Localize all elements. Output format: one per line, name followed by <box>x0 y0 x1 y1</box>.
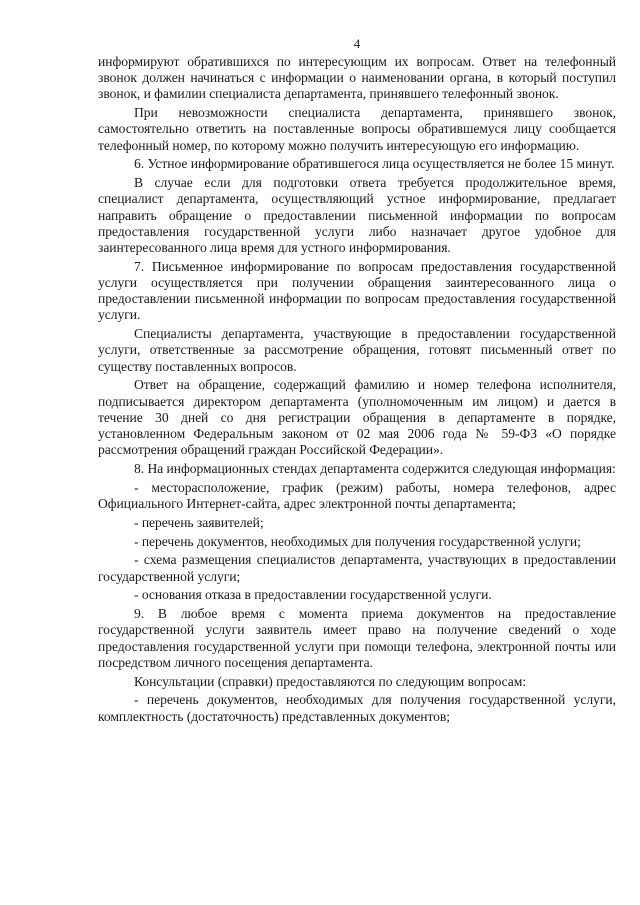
list-item-applicants: - перечень заявителей; <box>134 514 264 530</box>
list-item-scheme: - схема размещения специалистов департамента, участвующих в предоставлении государственной услуги; <box>98 552 616 584</box>
paragraph-phone-answer: информируют обратившихся по интересующим их вопросам. Ответ на телефонный звонок должен начинаться с информации о наименовании органа, в который поступил звонок, и фамилии специалиста департамента, принявшего телефонный звонок. <box>98 54 616 102</box>
document-page <box>98 36 616 727</box>
list-item-documents: - перечень документов, необходимых для получения государственной услуги; <box>134 533 581 549</box>
paragraph-answer-signing: Ответ на обращение, содержащий фамилию и номер телефона исполнителя, подписывается директором департамента (уполномоченным им лицом) и дается в течение 30 дней со дня регистрации обращения в департаменте в порядке, установленном Федеральным законом от 02 мая 2006 года № 59-ФЗ «О порядке рассмотрения обращений граждан Российской Федерации». <box>98 377 616 458</box>
paragraph-item-9: 9. В любое время с момента приема документов на предоставление государственной услуги заявитель имеет право на получение сведений о ходе предоставления государственной услуги при помощи телефона, электронной почты или посредством личного посещения департамента. <box>98 606 616 670</box>
list-item-consult-documents: - перечень документов, необходимых для получения государственной услуги, комплектность (достаточность) представленных документов; <box>98 692 616 724</box>
page-number: 4 <box>353 36 361 51</box>
paragraph-long-answer: В случае если для подготовки ответа требуется продолжительное время, специалист департамента, осуществляющий устное информирование, предлагает направить обращение о предоставлении письменной информации по вопросам предоставления государственной услуги либо назначает другое удобное для заинтересованного лица время для устного информирования. <box>98 175 616 256</box>
paragraph-item-6: 6. Устное информирование обратившегося лица осуществляется не более 15 минут. <box>134 156 615 172</box>
paragraph-item-8: 8. На информационных стендах департамента содержится следующая информация: <box>134 461 616 477</box>
paragraph-item-7: 7. Письменное информирование по вопросам предоставления государственной услуги осуществляется при получении обращения заинтересованного лица о предоставлении письменной информации по вопросам предоставления государственной услуги. <box>98 258 616 323</box>
list-item-refusal-grounds: - основания отказа в предоставлении государственной услуги. <box>134 587 492 603</box>
paragraph-phone-referral: При невозможности специалиста департамента, принявшего звонок, самостоятельно ответить на поставленные вопросы обратившемуся лицу сообщается телефонный номер, по которому можно получить интересующую его информацию. <box>98 105 616 153</box>
paragraph-specialists: Специалисты департамента, участвующие в предоставлении государственной услуги, ответственные за рассмотрение обращения, готовят письменный ответ по существу поставленных вопросов. <box>98 326 616 374</box>
paragraph-consultations: Консультации (справки) предоставляются по следующим вопросам: <box>134 673 527 689</box>
list-item-location: - месторасположение, график (режим) работы, номера телефонов, адрес Официального Интернет-сайта, адрес электронной почты департамента; <box>98 479 616 512</box>
